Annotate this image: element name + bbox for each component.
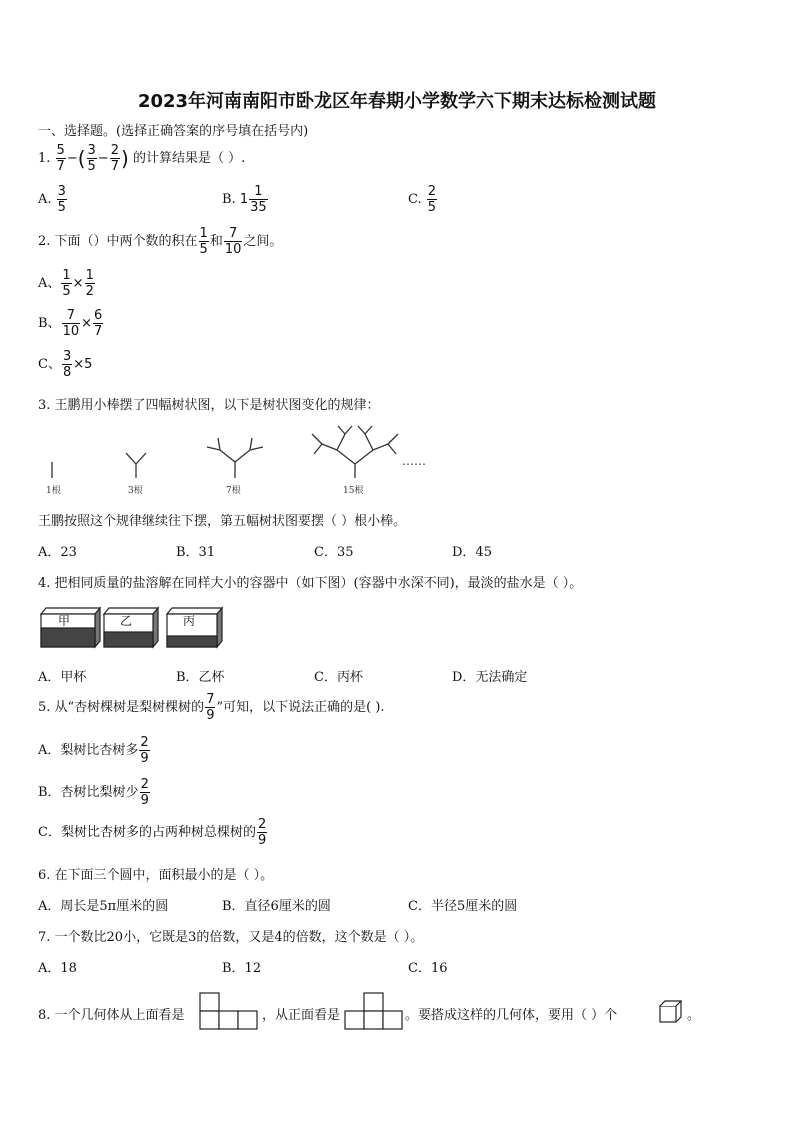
option-b: B．直径6厘米的圆 (222, 899, 331, 914)
cup-side (217, 608, 222, 647)
option-label: B、 (38, 316, 61, 331)
conjunction: 和 (209, 234, 223, 249)
fraction: $\frac{3}{5}$ (57, 184, 66, 215)
mixed-number: 1 $\frac{1}{35}$ (239, 184, 267, 215)
stick (136, 453, 146, 464)
option-a (38, 268, 96, 299)
stick (235, 450, 250, 462)
stick (345, 426, 352, 434)
cube-icon (658, 999, 684, 1025)
left-paren: ( (77, 146, 86, 171)
times-sign: × (72, 276, 84, 291)
tree-label: 3根 (128, 486, 143, 496)
option-b (38, 308, 104, 339)
option-text: A．梨树比杏树多 (38, 743, 139, 758)
tree-label: 1根 (46, 486, 61, 496)
fraction: $\frac{2}{9}$ (140, 777, 149, 808)
right-paren: ) (121, 146, 129, 171)
fraction: $\frac{5}{7}$ (56, 143, 65, 174)
cup-side (95, 608, 100, 647)
option-c (38, 349, 92, 380)
stick (126, 453, 136, 464)
tree-label: 15根 (343, 486, 364, 496)
option-c: C．丙杯 (314, 670, 363, 685)
option-c: C．35 (314, 545, 354, 560)
stick (312, 434, 322, 444)
minus-sign: − (97, 151, 109, 166)
option-a (38, 735, 151, 766)
tree-diagram (0, 420, 794, 500)
top-view-icon (198, 991, 260, 1031)
option-a (38, 184, 68, 215)
fraction: $\frac{2}{9}$ (140, 735, 149, 766)
stick (373, 444, 388, 450)
stick (207, 447, 220, 450)
times-sign: × (81, 316, 93, 331)
option-b: B．12 (222, 961, 262, 976)
fraction: $\frac{1}{2}$ (85, 268, 94, 299)
stick (388, 434, 398, 444)
question-8-part3: 。要搭成这样的几何体，要用（ ）个 (405, 1008, 618, 1023)
fraction: $\frac{2}{9}$ (257, 817, 267, 848)
option-a: A．甲杯 (38, 670, 87, 685)
stick (337, 434, 345, 450)
cup-label: 甲 (58, 614, 71, 628)
fraction: $\frac{2}{5}$ (427, 184, 437, 215)
fraction: $\frac{3}{5}$ (87, 143, 96, 174)
stick (250, 447, 263, 450)
stick (365, 426, 372, 434)
option-label: C、 (38, 357, 61, 372)
option-label: A. (38, 192, 52, 207)
question-8-part1: 8. 一个几何体从上面看是 (38, 1008, 185, 1023)
question-1 (38, 143, 245, 174)
stick (365, 434, 373, 450)
tree-label: 7根 (226, 486, 241, 496)
option-text: C．梨树比杏树多的占两种树总棵树的 (38, 825, 256, 840)
cup-top (41, 608, 100, 614)
stick (322, 444, 337, 450)
question-4: 4. 把相同质量的盐溶解在同样大小的容器中（如下图）(容器中水深不同)，最淡的盐水是（ ）。 (38, 576, 583, 591)
option-label: A、 (38, 276, 61, 291)
question-text: ”可知，以下说法正确的是( ). (216, 700, 385, 715)
stick (358, 426, 365, 434)
stick (250, 438, 252, 450)
question-8-part2: ，从正面看是 (262, 1008, 341, 1023)
water-level (167, 636, 217, 647)
question-text: 2. 下面（）中两个数的积在 (38, 234, 198, 249)
cup-label: 乙 (120, 614, 133, 628)
question-5 (38, 692, 385, 723)
option-c: C．半径5厘米的圆 (408, 899, 518, 914)
fraction: $\frac{6}{7}$ (94, 308, 103, 339)
cup-label: 丙 (183, 614, 196, 628)
multiplier: ×5 (73, 357, 93, 372)
question-7: 7. 一个数比20小，它既是3的倍数，又是4的倍数，这个数是（ ）。 (38, 930, 424, 945)
option-a: A．18 (38, 961, 77, 976)
stick (314, 444, 322, 454)
option-b (222, 184, 269, 215)
option-c (38, 817, 268, 848)
minus-sign: − (66, 151, 78, 166)
question-text: 的计算结果是（ ）. (132, 151, 246, 166)
question-3: 3. 王鹏用小棒摆了四幅树状图，以下是树状图变化的规律： (38, 398, 380, 413)
option-text: B．杏树比梨树少 (38, 785, 139, 800)
option-b: B．乙杯 (176, 670, 225, 685)
fraction: $\frac{2}{7}$ (110, 143, 120, 174)
question-8-end: 。 (687, 1008, 701, 1023)
option-c (408, 184, 438, 215)
option-d: D．无法确定 (452, 670, 528, 685)
front-view-icon (343, 991, 405, 1031)
fraction: $\frac{7}{9}$ (206, 692, 215, 723)
stick (218, 438, 220, 450)
stick (388, 444, 396, 454)
option-a: A．周长是5π厘米的圆 (38, 899, 169, 914)
page-title: 2023年河南南阳市卧龙区年春期小学数学六下期末达标检测试题 (137, 91, 657, 112)
option-b: B．31 (176, 545, 216, 560)
option-b (38, 777, 151, 808)
cups-diagram (0, 603, 794, 653)
option-d: D．45 (452, 545, 492, 560)
question-number: 1. (38, 151, 51, 166)
fraction: $\frac{7}{10}$ (224, 226, 242, 257)
stick (338, 426, 345, 434)
option-label: C. (408, 192, 422, 207)
stick (337, 450, 355, 464)
ellipsis: …… (402, 454, 426, 468)
water-level (104, 632, 153, 647)
option-c: C．16 (408, 961, 448, 976)
question-3-prompt: 王鹏按照这个规律继续往下摆，第五幅树状图要摆（ ）根小棒。 (38, 514, 407, 529)
option-a: A．23 (38, 545, 77, 560)
option-label: B. (222, 192, 236, 207)
cup-side (153, 608, 158, 647)
question-text: 5. 从“杏树棵树是梨树棵树的 (38, 700, 205, 715)
stick (220, 450, 235, 462)
question-6: 6. 在下面三个圆中，面积最小的是（ ）。 (38, 868, 274, 883)
fraction: $\frac{7}{10}$ (62, 308, 80, 339)
fraction: $\frac{3}{8}$ (62, 349, 72, 380)
question-text: 之间。 (243, 234, 283, 249)
section-heading: 一、选择题。(选择正确答案的序号填在括号内) (38, 124, 309, 139)
stick (355, 450, 373, 464)
fraction: $\frac{1}{5}$ (62, 268, 71, 299)
question-2 (38, 226, 282, 257)
fraction: $\frac{1}{5}$ (199, 226, 208, 257)
water-level (41, 628, 95, 647)
